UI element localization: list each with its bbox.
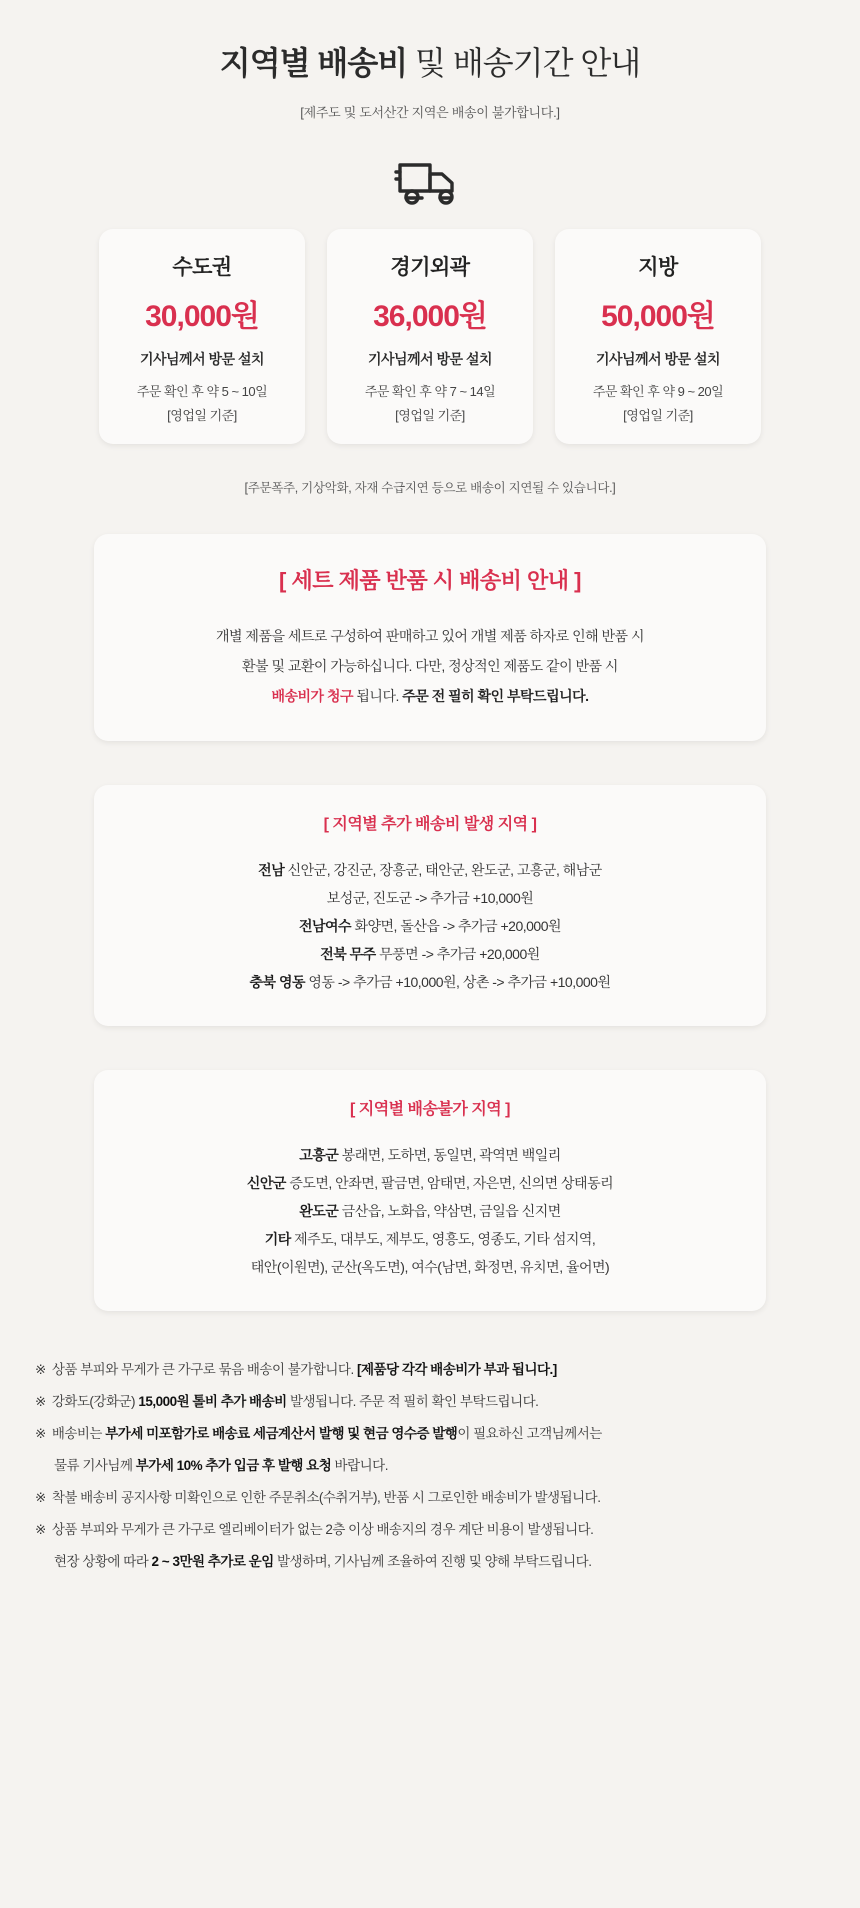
footnote-part: 배송비는	[51, 1426, 106, 1441]
footnote-continuation	[35, 1549, 825, 1574]
card-lead-time: 주문 확인 후 약 9 ~ 20일	[592, 384, 724, 399]
footnote-mark: ※	[35, 1426, 46, 1441]
price-card-metro	[99, 229, 305, 444]
footnote-part-bold: [제품당 각각 배송비가 부과 됩니다.]	[356, 1362, 557, 1377]
return-policy-line-1: 개별 제품을 세트로 구성하여 판매하고 있어 개별 제품 하자로 인해 반품 시	[215, 628, 644, 644]
no-delivery-row-text: 금산읍, 노화읍, 약삼면, 금일읍 신지면	[341, 1203, 561, 1219]
extra-fee-rows	[114, 856, 746, 996]
footnote-text	[52, 1421, 825, 1446]
no-delivery-row	[114, 1253, 746, 1281]
price-card-list	[0, 229, 860, 444]
extra-fee-row-label: 충북 영동	[249, 974, 306, 990]
footnote-part: 물류 기사님께	[54, 1458, 136, 1473]
footnote	[35, 1357, 825, 1382]
return-policy-line-3	[118, 681, 742, 711]
no-delivery-row	[114, 1225, 746, 1253]
footnote-continuation	[35, 1453, 825, 1478]
footnote-part: 강화도(강화군)	[51, 1394, 139, 1409]
footnote-mark: ※	[35, 1522, 46, 1537]
no-delivery-row-label: 고흥군	[299, 1147, 339, 1163]
card-price: 50,000원	[601, 300, 715, 333]
footnote-text	[52, 1517, 825, 1542]
page-title-light: 및 배송기간 안내	[407, 45, 641, 81]
page-header	[0, 0, 860, 121]
return-policy-line-2: 환불 및 교환이 가능하십니다. 다만, 정상적인 제품도 같이 반품 시	[242, 658, 618, 674]
footnote	[35, 1485, 825, 1510]
return-policy-body	[118, 621, 742, 711]
return-policy-charge-highlight: 배송비가 청구	[271, 688, 354, 704]
return-policy-title: [ 세트 제품 반품 시 배송비 안내 ]	[279, 568, 581, 593]
extra-fee-row	[114, 884, 746, 912]
footnote	[35, 1517, 825, 1542]
footnote-part-bold: 2 ~ 3만원 추가로 운임	[151, 1554, 274, 1569]
footnote-text	[54, 1549, 825, 1574]
no-delivery-row-text: 봉래면, 도하면, 동일면, 곽역면 백일리	[341, 1147, 561, 1163]
footnote-part-bold: 부가세 미포함가	[105, 1426, 197, 1441]
no-delivery-rows	[114, 1141, 746, 1281]
footnote-text	[52, 1389, 825, 1414]
no-delivery-row-text: 제주도, 대부도, 제부도, 영흥도, 영종도, 기타 섬지역,	[294, 1231, 596, 1247]
extra-fee-row	[114, 968, 746, 996]
card-region: 수도권	[172, 256, 232, 279]
no-delivery-row-text: 증도면, 안좌면, 팔금면, 암태면, 자은면, 신의면 상태동리	[289, 1175, 614, 1191]
extra-fee-row-label: 전남	[258, 862, 285, 878]
extra-fee-row-text: 화양면, 돌산읍 -> 추가금 +20,000원	[354, 918, 562, 934]
truck-icon-wrap	[0, 153, 860, 215]
price-card-gyeonggi-outer	[327, 229, 533, 444]
footnote-text	[52, 1485, 825, 1510]
delay-note: [주문폭주, 기상악화, 자재 수급지연 등으로 배송이 지연될 수 있습니다.]	[244, 481, 616, 495]
footnote-part: 착불 배송비 공지사항 미확인으로 인한 주문취소(수취거부), 반품 시 그로인한 배송비가 발생됩니다.	[51, 1490, 601, 1505]
footnote	[35, 1389, 825, 1414]
footnote-text	[52, 1357, 825, 1382]
no-delivery-row-label: 기타	[264, 1231, 291, 1247]
footnote-text	[54, 1453, 825, 1478]
card-region: 지방	[638, 256, 678, 279]
extra-fee-row	[114, 940, 746, 968]
return-policy-confirm-highlight: 주문 전 필히 확인 부탁드립니다.	[402, 688, 589, 704]
extra-fee-row	[114, 856, 746, 884]
extra-fee-row-label: 전남여수	[298, 918, 352, 934]
footnote-part: 바랍니다.	[331, 1458, 388, 1473]
no-delivery-row-text: 태안(이원면), 군산(옥도면), 여수(남면, 화정면, 유치면, 율어면)	[250, 1259, 610, 1275]
card-price: 36,000원	[373, 300, 487, 333]
card-install-note: 기사님께서 방문 설치	[596, 351, 720, 367]
footnote-part-bold: 15,000원 톨비 추가 배송비	[138, 1394, 287, 1409]
card-install-note: 기사님께서 방문 설치	[368, 351, 492, 367]
extra-fee-row-text: 무풍면 -> 추가금 +20,000원	[379, 946, 540, 962]
return-policy-panel	[94, 534, 766, 741]
footnote	[35, 1421, 825, 1446]
footnote-part: 발생됩니다. 주문 적 필히 확인 부탁드립니다.	[286, 1394, 539, 1409]
card-lead-time: 주문 확인 후 약 5 ~ 10일	[136, 384, 268, 399]
card-region: 경기외곽	[390, 256, 470, 279]
footnote-mark: ※	[35, 1394, 46, 1409]
footnote-part: 상품 부피와 무게가 큰 가구로 묶음 배송이 불가합니다.	[51, 1362, 357, 1377]
no-delivery-row	[114, 1141, 746, 1169]
extra-fee-row-text: 보성군, 진도군 -> 추가금 +10,000원	[326, 890, 534, 906]
price-card-province	[555, 229, 761, 444]
footnote-part: 상품 부피와 무게가 큰 가구로 엘리베이터가 없는 2층 이상 배송지의 경우 계단 비용이 발생됩니다.	[51, 1522, 594, 1537]
footnote-mark: ※	[35, 1490, 46, 1505]
return-policy-line-3-mid: 됩니다.	[353, 688, 403, 704]
page-title	[0, 38, 860, 84]
card-lead-time: 주문 확인 후 약 7 ~ 14일	[364, 384, 496, 399]
no-delivery-panel	[94, 1070, 766, 1311]
footnote-part: 이 필요하신 고객님께서는	[457, 1426, 602, 1441]
extra-fee-row-label: 전북 무주	[320, 946, 376, 962]
card-price: 30,000원	[145, 300, 259, 333]
card-basis: [영업일 기준]	[623, 408, 693, 423]
card-basis: [영업일 기준]	[395, 408, 465, 423]
footnote-list	[35, 1357, 825, 1574]
footnote-part: 현장 상황에 따라	[54, 1554, 152, 1569]
footnote-part-bold: 부가세 10% 추가 입금 후 발행 요청	[135, 1458, 332, 1473]
footnote-part-bold: 로 배송료 세금계산서 발행 및 현금 영수증 발행	[196, 1426, 458, 1441]
footnote-mark: ※	[35, 1362, 46, 1377]
page-subtitle: [제주도 및 도서산간 지역은 배송이 불가합니다.]	[300, 105, 560, 120]
extra-fee-row-text: 영동 -> 추가금 +10,000원, 상촌 -> 추가금 +10,000원	[308, 974, 611, 990]
no-delivery-row-label: 완도군	[299, 1203, 339, 1219]
extra-fee-title: [ 지역별 추가 배송비 발생 지역 ]	[323, 816, 537, 833]
extra-fee-row-text: 신안군, 강진군, 장흥군, 태안군, 완도군, 고흥군, 해남군	[287, 862, 602, 878]
card-basis: [영업일 기준]	[167, 408, 237, 423]
no-delivery-row	[114, 1169, 746, 1197]
extra-fee-row	[114, 912, 746, 940]
no-delivery-row	[114, 1197, 746, 1225]
footnote-part: 발생하며, 기사님께 조율하여 진행 및 양해 부탁드립니다.	[273, 1554, 592, 1569]
delivery-truck-icon	[394, 153, 466, 209]
card-install-note: 기사님께서 방문 설치	[140, 351, 264, 367]
no-delivery-title: [ 지역별 배송불가 지역 ]	[349, 1101, 511, 1118]
page-title-bold: 지역별 배송비	[219, 45, 408, 81]
no-delivery-row-label: 신안군	[246, 1175, 286, 1191]
extra-fee-panel	[94, 785, 766, 1026]
